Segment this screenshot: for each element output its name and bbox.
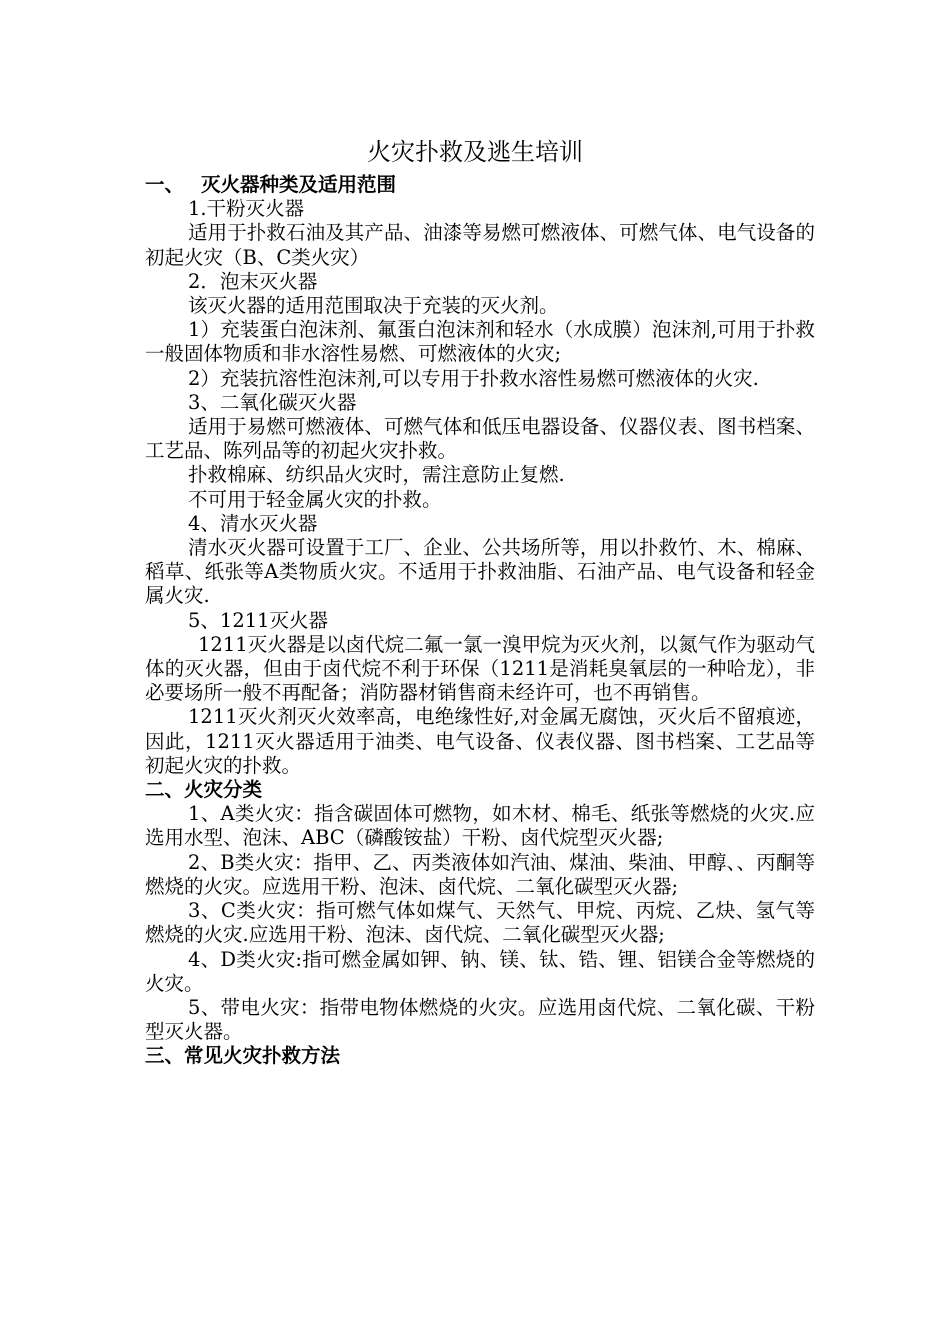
paragraph: 4、D类火灾:指可燃金属如钾、钠、镁、钛、锆、锂、铝镁合金等燃烧的火灾。: [145, 947, 815, 995]
paragraph: 3、C类火灾：指可燃气体如煤气、天然气、甲烷、丙烷、乙炔、氢气等燃烧的火灾.应选用干粉、泡沫、卤代烷、二氧化碳型灭火器;: [145, 899, 815, 947]
paragraph: 2、B类火灾：指甲、乙、丙类液体如汽油、煤油、柴油、甲醇、、丙酮等燃烧的火灾。应选用干粉、泡沫、卤代烷、二氧化碳型灭火器;: [145, 850, 815, 898]
paragraph: 1211灭火器是以卤代烷二氟一氯一溴甲烷为灭火剂，以氮气作为驱动气体的灭火器，但由于卤代烷不利于环保（1211是消耗臭氧层的一种哈龙），非必要场所一般不再配备；消防器材销售商未经许可，也不再销售。: [145, 632, 815, 705]
paragraph: 适用于易燃可燃液体、可燃气体和低压电器设备、仪器仪表、图书档案、工艺品、陈列品等的初起火灾扑救。: [145, 415, 815, 463]
paragraph: 3、二氧化碳灭火器: [188, 390, 357, 414]
paragraph: 2）充装抗溶性泡沫剂,可以专用于扑救水溶性易燃可燃液体的火灾.: [188, 366, 759, 390]
paragraph: 1）充装蛋白泡沫剂、氟蛋白泡沫剂和轻水（水成膜）泡沫剂,可用于扑救一般固体物质和非水溶性易燃、可燃液体的火灾;: [145, 318, 815, 366]
section-1-number: 一、: [145, 173, 185, 196]
paragraph: 该灭火器的适用范围取决于充装的灭火剂。: [188, 294, 559, 318]
paragraph: 1211灭火剂灭火效率高，电绝缘性好,对金属无腐蚀，灭火后不留痕迹，因此，1211灭火器适用于油类、电气设备、仪表仪器、图书档案、工艺品等初起火灾的扑救。: [145, 705, 815, 777]
paragraph: 适用于扑救石油及其产品、油漆等易燃可燃液体、可燃气体、电气设备的初起火灾（B、C类火灾）: [145, 221, 815, 269]
section-3-heading: 三、常见火灾扑救方法: [145, 1044, 341, 1068]
paragraph: 4、清水灭火器: [188, 511, 318, 535]
paragraph: 2．泡末灭火器: [188, 269, 318, 293]
paragraph: 1.干粉灭火器: [188, 197, 305, 221]
document-title: 火灾扑救及逃生培训: [367, 138, 583, 166]
paragraph: 5、带电火灾：指带电物体燃烧的火灾。应选用卤代烷、二氧化碳、干粉型灭火器。: [145, 995, 815, 1044]
section-2-heading: 二、火灾分类: [145, 778, 263, 802]
section-1-title: 灭火器种类及适用范围: [201, 173, 397, 196]
paragraph: 清水灭火器可设置于工厂、企业、公共场所等，用以扑救竹、木、棉麻、稻草、纸张等A类物质火灾。不适用于扑救油脂、石油产品、电气设备和轻金属火灾.: [145, 536, 815, 608]
paragraph: 1、A类火灾：指含碳固体可燃物，如木材、棉毛、纸张等燃烧的火灾.应选用水型、泡沫、ABC（磷酸铵盐）干粉、卤代烷型灭火器;: [145, 802, 815, 850]
paragraph: 扑救棉麻、纺织品火灾时，需注意防止复燃.: [188, 463, 565, 487]
paragraph: 5、1211灭火器: [188, 608, 329, 632]
paragraph: 不可用于轻金属火灾的扑救。: [188, 487, 442, 511]
section-1-heading: [145, 173, 815, 197]
document-body: [145, 173, 815, 1069]
